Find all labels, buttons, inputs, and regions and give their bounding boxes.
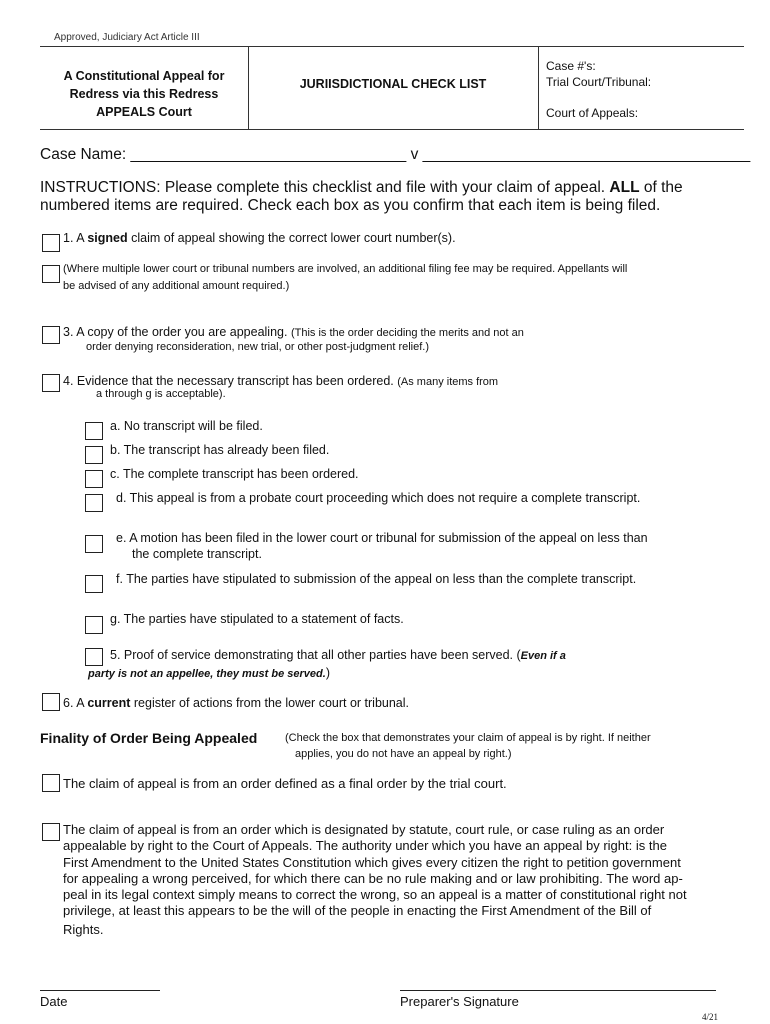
revision-date: 4/21 — [702, 1012, 719, 1022]
item4-checkbox[interactable] — [42, 374, 60, 392]
item4g-text: g. The parties have stipulated to a statement of facts. — [110, 612, 404, 626]
finality-note-line1: (Check the box that demonstrates your claim of appeal is by right. If neither — [285, 732, 651, 744]
item4c-checkbox[interactable] — [85, 470, 103, 488]
item2-text-line1: (Where multiple lower court or tribunal numbers are involved, an additional filing fee may be required. Appellants will — [63, 263, 628, 275]
appealable-order-checkbox[interactable] — [42, 823, 60, 841]
item4e-text-line2: the complete transcript. — [132, 547, 262, 561]
item3-text-line2: order denying reconsideration, new trial, or other post-judgment relief.) — [86, 341, 430, 353]
item6-text: 6. A current register of actions from the lower court or tribunal. — [63, 696, 410, 710]
final-order-checkbox[interactable] — [42, 774, 60, 792]
item4f-text: f. The parties have stipulated to submission of the appeal on less than the complete transcript. — [116, 572, 637, 586]
trial-court-label: Trial Court/Tribunal: — [546, 75, 652, 89]
case-name-field[interactable]: Case Name: ________________________________ v ______________________________________ — [40, 146, 751, 163]
item4-text-line1: 4. Evidence that the necessary transcript has been ordered. (As many items from — [63, 374, 499, 388]
item4b-text: b. The transcript has already been filed. — [110, 443, 330, 457]
item4a-checkbox[interactable] — [85, 422, 103, 440]
item4d-checkbox[interactable] — [85, 494, 103, 512]
item4a-text: a. No transcript will be filed. — [110, 419, 263, 433]
item6-checkbox[interactable] — [42, 693, 60, 711]
case-numbers-label: Case #'s: — [546, 59, 596, 73]
instructions-line1: INSTRUCTIONS: Please complete this checklist and file with your claim of appeal. ALL of the — [40, 179, 683, 196]
finality-note-line2: applies, you do not have an appeal by right.) — [295, 748, 512, 760]
appealable-order-text: The claim of appeal is from an order which is designated by statute, court rule, or case ruling as an order appealable by right to the Court of Appeals. The authority under which you have an appeal by right: is the First Amendment to the United States Constitution which gives every citizen the right to petition government for appealing a wrong perceived, for which there can be no rule making and or law prohibiting. The word ap- peal in its legal context simply means to correct the wrong, so an appeal is a matter of constitutional right not privilege, at least this appears to be the will of the people in enacting the First Amendment of the Bill of Rights. — [63, 822, 687, 937]
signature-line[interactable] — [400, 990, 716, 991]
item4c-text: c. The complete transcript has been ordered. — [110, 467, 359, 481]
date-label: Date — [40, 994, 68, 1009]
item4f-checkbox[interactable] — [85, 575, 103, 593]
header-table — [40, 46, 744, 130]
item4b-checkbox[interactable] — [85, 446, 103, 464]
item4d-text: d. This appeal is from a probate court proceeding which does not require a complete transcript. — [116, 491, 641, 505]
item5-text-line1: 5. Proof of service demonstrating that all other parties have been served. (Even if a — [110, 648, 566, 662]
item1-text: 1. A signed claim of appeal showing the correct lower court number(s). — [63, 231, 456, 245]
court-of-appeals-label: Court of Appeals: — [546, 106, 639, 120]
finality-heading: Finality of Order Being Appealed — [40, 730, 258, 746]
date-line[interactable] — [40, 990, 160, 991]
signature-label: Preparer's Signature — [400, 994, 519, 1009]
item4-text-line2: a through g is acceptable). — [96, 388, 226, 400]
item4e-checkbox[interactable] — [85, 535, 103, 553]
item1-checkbox[interactable] — [42, 234, 60, 252]
item2-checkbox[interactable] — [42, 265, 60, 283]
item4e-text-line1: e. A motion has been filed in the lower court or tribunal for submission of the appeal on less than — [116, 531, 648, 545]
instructions-line2: numbered items are required. Check each box as you confirm that each item is being filed. — [40, 197, 661, 214]
item3-checkbox[interactable] — [42, 326, 60, 344]
court-title: A Constitutional Appeal for Redress via this Redress APPEALS Court — [63, 69, 225, 119]
final-order-text: The claim of appeal is from an order defined as a final order by the trial court. — [63, 776, 507, 791]
item5-text-line2: party is not an appellee, they must be served.) — [88, 666, 330, 680]
form-title: JURIISDICTIONAL CHECK LIST — [299, 77, 487, 91]
header-divider — [538, 47, 539, 129]
item4g-checkbox[interactable] — [85, 616, 103, 634]
approval-note: Approved, Judiciary Act Article III — [54, 32, 200, 43]
item2-text-line2: be advised of any additional amount required.) — [63, 280, 290, 292]
item3-text-line1: 3. A copy of the order you are appealing. (This is the order deciding the merits and not an — [63, 325, 524, 339]
